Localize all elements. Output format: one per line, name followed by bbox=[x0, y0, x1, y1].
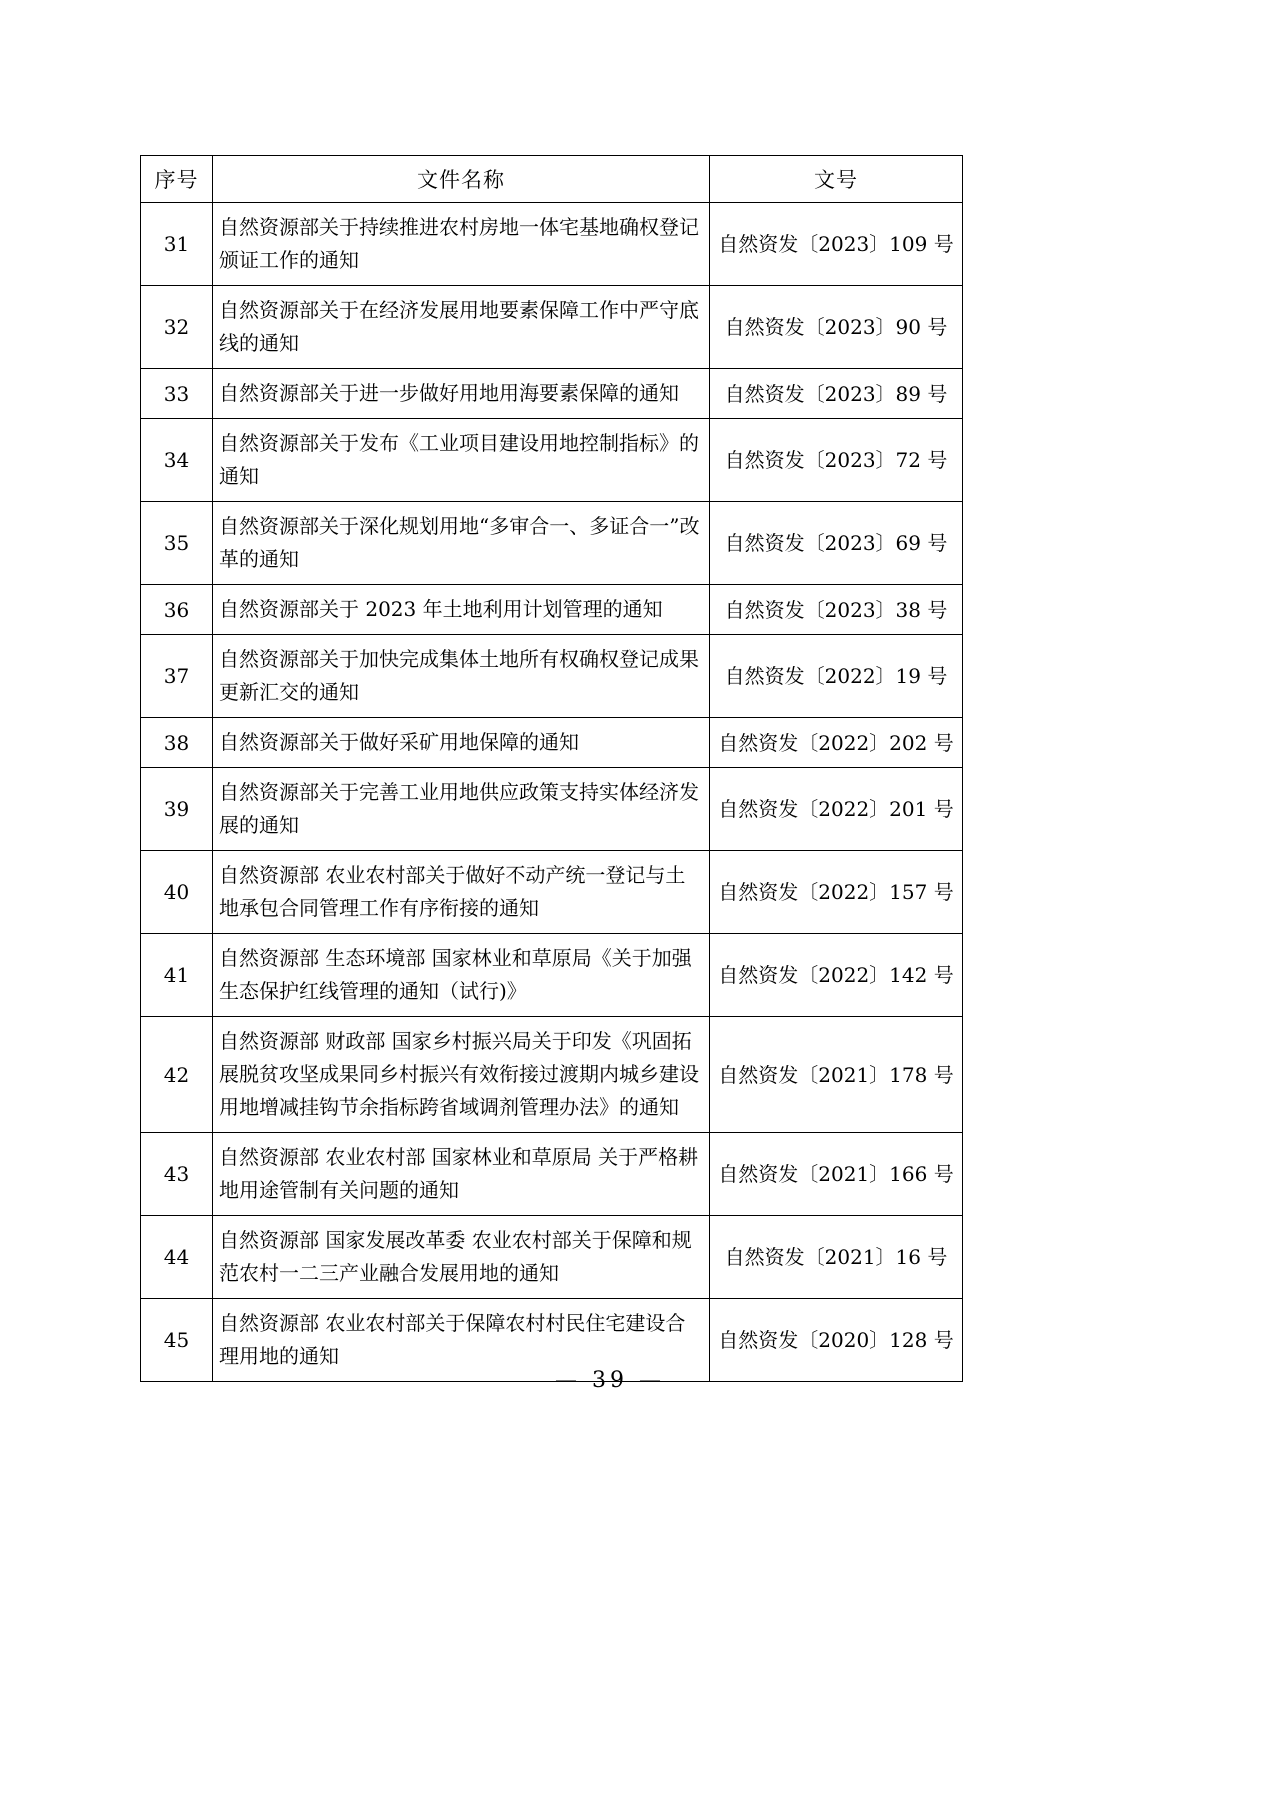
table-row bbox=[141, 502, 963, 585]
row-document-name: 自然资源部关于做好采矿用地保障的通知 bbox=[213, 718, 710, 768]
row-document-name: 自然资源部 农业农村部关于做好不动产统一登记与土地承包合同管理工作有序衔接的通知 bbox=[213, 851, 710, 934]
row-document-number: 自然资发〔2023〕109 号 bbox=[710, 203, 963, 286]
row-document-number: 自然资发〔2023〕69 号 bbox=[710, 502, 963, 585]
table-row bbox=[141, 419, 963, 502]
row-document-name: 自然资源部关于深化规划用地“多审合一、多证合一”改革的通知 bbox=[213, 502, 710, 585]
row-index: 31 bbox=[141, 203, 213, 286]
table-body bbox=[141, 203, 963, 1382]
table-row bbox=[141, 1133, 963, 1216]
row-document-number: 自然资发〔2022〕142 号 bbox=[710, 934, 963, 1017]
table-row bbox=[141, 718, 963, 768]
table-row bbox=[141, 286, 963, 369]
row-document-number: 自然资发〔2023〕90 号 bbox=[710, 286, 963, 369]
row-index: 38 bbox=[141, 718, 213, 768]
table-row bbox=[141, 1216, 963, 1299]
row-index: 35 bbox=[141, 502, 213, 585]
row-document-name: 自然资源部 财政部 国家乡村振兴局关于印发《巩固拓展脱贫攻坚成果同乡村振兴有效衔接过渡期内城乡建设用地增减挂钩节余指标跨省域调剂管理办法》的通知 bbox=[213, 1017, 710, 1133]
row-index: 42 bbox=[141, 1017, 213, 1133]
page-number: — 39 — bbox=[555, 1368, 665, 1393]
row-document-name: 自然资源部 农业农村部关于保障农村村民住宅建设合理用地的通知 bbox=[213, 1299, 710, 1382]
table-row bbox=[141, 851, 963, 934]
row-document-number: 自然资发〔2023〕89 号 bbox=[710, 369, 963, 419]
row-document-number: 自然资发〔2022〕157 号 bbox=[710, 851, 963, 934]
row-index: 34 bbox=[141, 419, 213, 502]
row-index: 37 bbox=[141, 635, 213, 718]
table-row bbox=[141, 768, 963, 851]
row-document-number: 自然资发〔2021〕178 号 bbox=[710, 1017, 963, 1133]
row-index: 40 bbox=[141, 851, 213, 934]
row-document-name: 自然资源部关于进一步做好用地用海要素保障的通知 bbox=[213, 369, 710, 419]
page-footer bbox=[0, 1368, 1280, 1393]
table-header bbox=[141, 156, 963, 203]
row-document-name: 自然资源部关于在经济发展用地要素保障工作中严守底线的通知 bbox=[213, 286, 710, 369]
row-document-name: 自然资源部 生态环境部 国家林业和草原局《关于加强生态保护红线管理的通知（试行)》 bbox=[213, 934, 710, 1017]
row-index: 44 bbox=[141, 1216, 213, 1299]
table-row bbox=[141, 585, 963, 635]
row-document-number: 自然资发〔2021〕166 号 bbox=[710, 1133, 963, 1216]
row-document-name: 自然资源部关于发布《工业项目建设用地控制指标》的通知 bbox=[213, 419, 710, 502]
policy-document-table bbox=[140, 155, 963, 1382]
column-header-index: 序号 bbox=[141, 156, 213, 203]
row-document-name: 自然资源部关于完善工业用地供应政策支持实体经济发展的通知 bbox=[213, 768, 710, 851]
row-index: 32 bbox=[141, 286, 213, 369]
row-index: 41 bbox=[141, 934, 213, 1017]
row-document-number: 自然资发〔2022〕201 号 bbox=[710, 768, 963, 851]
document-table-container bbox=[140, 155, 962, 1382]
table-row bbox=[141, 635, 963, 718]
row-document-name: 自然资源部关于持续推进农村房地一体宅基地确权登记颁证工作的通知 bbox=[213, 203, 710, 286]
column-header-document-name: 文件名称 bbox=[213, 156, 710, 203]
row-index: 33 bbox=[141, 369, 213, 419]
table-row bbox=[141, 203, 963, 286]
row-index: 39 bbox=[141, 768, 213, 851]
row-document-number: 自然资发〔2020〕128 号 bbox=[710, 1299, 963, 1382]
row-document-name: 自然资源部关于加快完成集体土地所有权确权登记成果更新汇交的通知 bbox=[213, 635, 710, 718]
column-header-document-number: 文号 bbox=[710, 156, 963, 203]
row-document-name: 自然资源部关于 2023 年土地利用计划管理的通知 bbox=[213, 585, 710, 635]
row-index: 36 bbox=[141, 585, 213, 635]
row-document-number: 自然资发〔2023〕38 号 bbox=[710, 585, 963, 635]
row-index: 43 bbox=[141, 1133, 213, 1216]
row-document-number: 自然资发〔2022〕19 号 bbox=[710, 635, 963, 718]
table-row bbox=[141, 369, 963, 419]
table-header-row bbox=[141, 156, 963, 203]
row-document-name: 自然资源部 农业农村部 国家林业和草原局 关于严格耕地用途管制有关问题的通知 bbox=[213, 1133, 710, 1216]
row-document-number: 自然资发〔2022〕202 号 bbox=[710, 718, 963, 768]
row-document-name: 自然资源部 国家发展改革委 农业农村部关于保障和规范农村一二三产业融合发展用地的通知 bbox=[213, 1216, 710, 1299]
row-document-number: 自然资发〔2021〕16 号 bbox=[710, 1216, 963, 1299]
row-index: 45 bbox=[141, 1299, 213, 1382]
table-row bbox=[141, 1017, 963, 1133]
row-document-number: 自然资发〔2023〕72 号 bbox=[710, 419, 963, 502]
table-row bbox=[141, 934, 963, 1017]
